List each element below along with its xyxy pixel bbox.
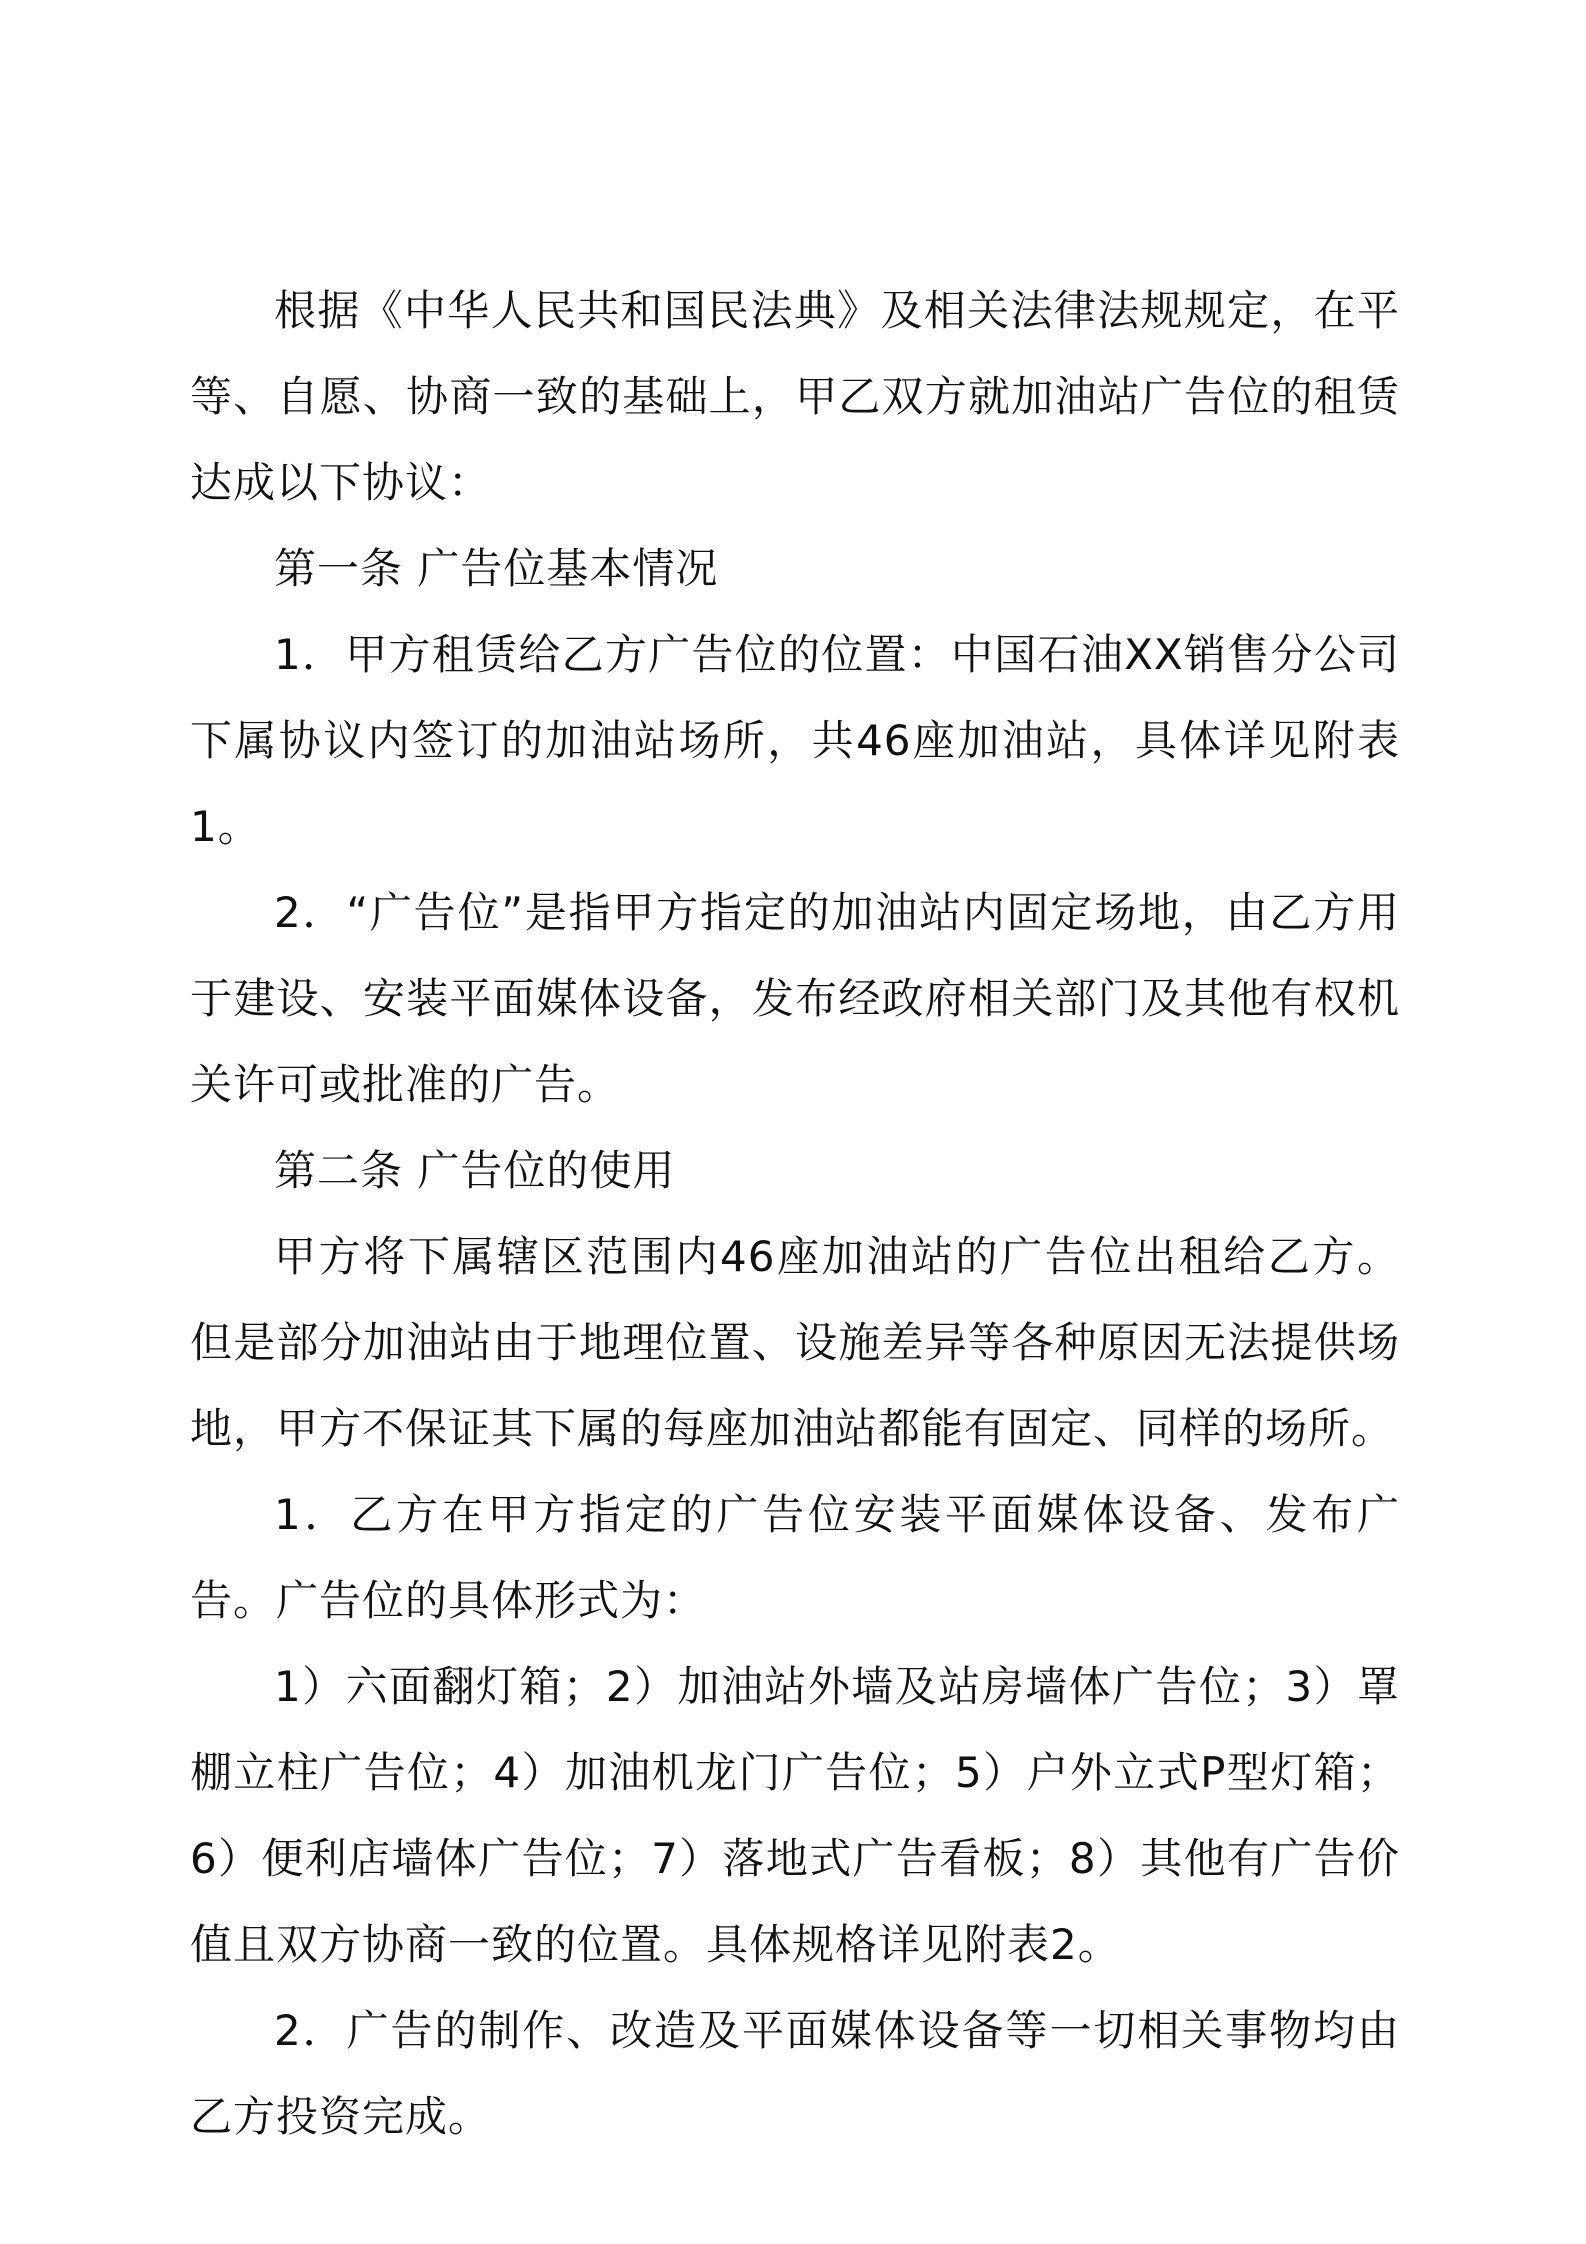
article-2-clause-2: 2．广告的制作、改造及平面媒体设备等一切相关事物均由乙方投资完成。: [190, 2006, 1400, 2141]
article-1-clause-2: 2．“广告位”是指甲方指定的加油站内固定场地，由乙方用于建设、安装平面媒体设备，发布经政府相关部门及其他有权机关许可或批准的广告。: [190, 888, 1400, 1109]
article-1-heading: 第一条 广告位基本情况: [274, 544, 719, 593]
intro-paragraph: 根据《中华人民共和国民法典》及相关法律法规规定，在平等、自愿、协商一致的基础上，甲乙双方就加油站广告位的租赁达成以下协议：: [190, 286, 1400, 507]
article-1-clause-1: 1．甲方租赁给乙方广告位的位置：中国石油XX销售分公司下属协议内签订的加油站场所，共46座加油站，具体详见附表1。: [190, 630, 1400, 851]
article-2-forms-list: 1）六面翻灯箱；2）加油站外墙及站房墙体广告位；3）罩棚立柱广告位；4）加油机龙门广告位；5）户外立式P型灯箱；6）便利店墙体广告位；7）落地式广告看板；8）其他有广告价值且双方协商一致的位置。具体规格详见附表2。: [190, 1662, 1400, 1969]
article-2-clause-1: 1．乙方在甲方指定的广告位安装平面媒体设备、发布广告。广告位的具体形式为：: [190, 1490, 1400, 1625]
article-2-heading: 第二条 广告位的使用: [274, 1146, 676, 1195]
article-2-intro: 甲方将下属辖区范围内46座加油站的广告位出租给乙方。但是部分加油站由于地理位置、设施差异等各种原因无法提供场地，甲方不保证其下属的每座加油站都能有固定、同样的场所。: [190, 1232, 1400, 1453]
document-body: [190, 268, 1400, 2160]
